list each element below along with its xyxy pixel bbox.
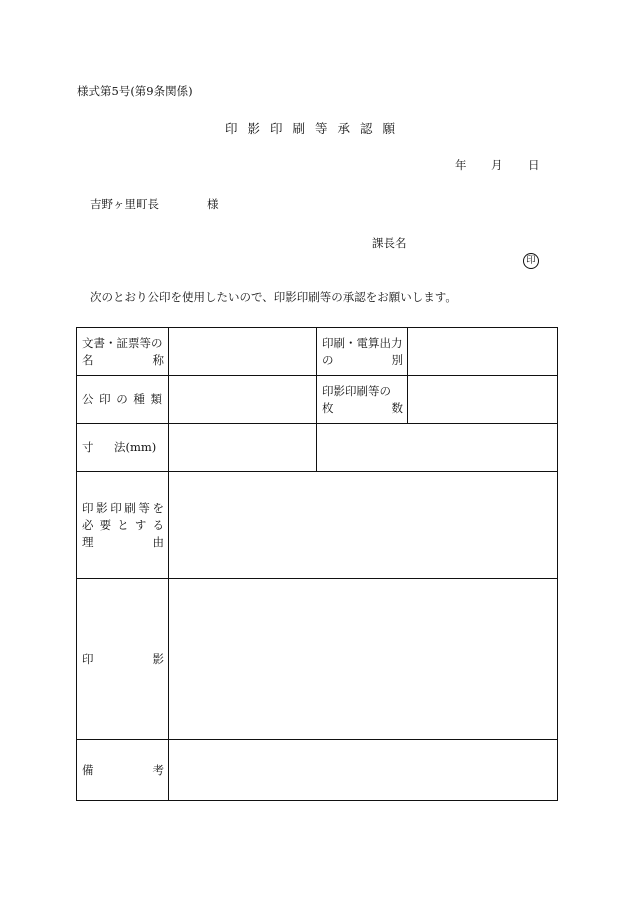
reason-label: 印 影 印 刷 等 を 必 要 と す る 理 由: [77, 472, 169, 579]
reason-field[interactable]: [169, 472, 558, 579]
doc-name-label: 文書・証票等の 名 称: [77, 328, 169, 376]
impression-field[interactable]: [169, 579, 558, 740]
remarks-field[interactable]: [169, 740, 558, 801]
date-day-label: 日: [528, 158, 540, 172]
table-row: [77, 740, 558, 801]
seal-mark-icon: 印: [523, 253, 539, 269]
seal-type-label: 公 印 の 種 類: [77, 376, 169, 424]
request-statement: 次のとおり公印を使用したいので、印影印刷等の承認をお願いします。: [90, 290, 457, 304]
addressee: 吉野ヶ里町長: [90, 197, 159, 211]
output-type-field[interactable]: [408, 328, 558, 376]
table-row: [77, 424, 558, 472]
table-row: [77, 472, 558, 579]
dimensions-label: 寸 法(mm): [77, 424, 169, 472]
table-row: [77, 579, 558, 740]
copies-label: 印影印刷等の 枚 数: [317, 376, 408, 424]
table-row: [77, 376, 558, 424]
application-table: [76, 327, 558, 801]
doc-name-field[interactable]: [169, 328, 317, 376]
dimensions-field[interactable]: [169, 424, 317, 472]
dimensions-extra-field[interactable]: [317, 424, 558, 472]
copies-field[interactable]: [408, 376, 558, 424]
output-type-label: 印刷・電算出力 の 別: [317, 328, 408, 376]
date-year-label: 年: [455, 158, 467, 172]
addressee-honorific: 様: [207, 197, 219, 211]
remarks-label: 備 考: [77, 740, 169, 801]
seal-type-field[interactable]: [169, 376, 317, 424]
date-month-label: 月: [491, 158, 503, 172]
table-row: [77, 328, 558, 376]
applicant-label: 課長名: [372, 236, 407, 250]
form-number: 様式第5号(第9条関係): [77, 84, 193, 98]
document-title: 印影印刷等承認願: [224, 121, 405, 136]
impression-label: 印 影: [77, 579, 169, 740]
